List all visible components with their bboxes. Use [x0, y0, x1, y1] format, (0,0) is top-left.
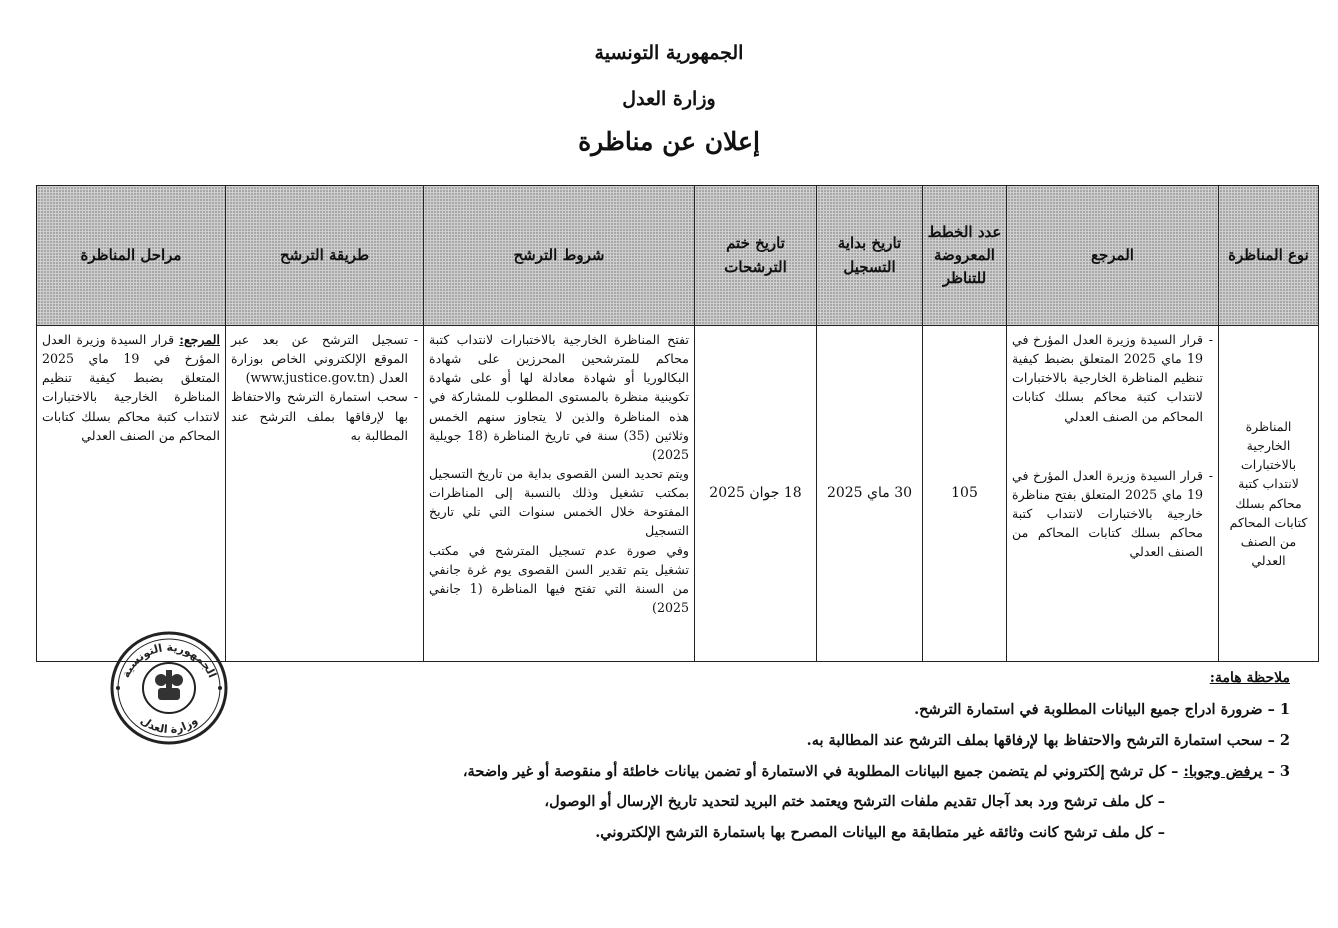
header-registration-start: تاريخ بداية التسجيل: [817, 186, 923, 326]
notes-title: ملاحظة هامة:: [1209, 670, 1290, 686]
note-2-text: سحب استمارة الترشح والاحتفاظ بها لإرفاقها بملف الترشح عند المطالبة به.: [806, 731, 1263, 749]
note-2: [290, 730, 1290, 752]
competition-table: [36, 185, 1319, 662]
type-text: المناظرة الخارجية بالاختبارات لانتداب كتبة محاكم بسلك كتابات المحاكم من الصنف العدلي: [1229, 418, 1308, 568]
header-conditions: شروط الترشح: [424, 186, 695, 326]
method-item-form: - سحب استمارة الترشح والاحتفاظ بها لإرفاقها بملف الترشح عند المطالبة به: [231, 387, 418, 444]
note-3: [290, 761, 1290, 783]
registration-end-date: 18 جوان 2025: [709, 484, 802, 501]
cell-positions: [923, 326, 1007, 662]
note-3-label: يرفض وجوبا:: [1183, 762, 1263, 780]
conditions-paragraph-3: وفي صورة عدم تسجيل المترشح في مكتب تشغيل يتم تقدير السن القصوى يوم غرة جانفي من السنة التي تفتح فيها المناظرة (1 جانفي 2025): [429, 542, 689, 615]
cell-method: [226, 326, 424, 662]
note-1-text: ضرورة ادراج جميع البيانات المطلوبة في استمارة الترشح.: [914, 701, 1263, 718]
reference-item-2: - قرار السيدة وزيرة العدل المؤرخ في 19 ماي 2025 المتعلق بفتح مناظرة خارجية بالاختبارات لانتداب كتبة محاكم بسلك كتابات المحاكم من الصنف العدلي: [1012, 466, 1213, 562]
note-2-number: 2 –: [1267, 731, 1290, 749]
ministry-seal-stamp: [108, 628, 230, 746]
page-title: إعلان عن مناظرة: [578, 127, 760, 156]
cell-stages: [37, 326, 226, 662]
note-1-number: 1 –: [1267, 701, 1290, 718]
reference-item-1: - قرار السيدة وزيرة العدل المؤرخ في 19 ماي 2025 المتعلق بضبط كيفية تنظيم المناظرة الخارجية بالاختبارات لانتداب كتبة محاكم بسلك كتابات المحاكم من الصنف العدلي: [1012, 330, 1213, 426]
note-3-number: 3 –: [1267, 762, 1290, 780]
conditions-paragraph-1: تفتح المناظرة الخارجية بالاختبارات لانتداب كتبة محاكم للمترشحين المحرزين على شهادة البكالوريا أو شهادة معادلة لها أو على شهادة تكوينية منظرة بالمستوى المطلوب للمشاركة في هذه المناظرة والذين لا يتجاوز سنهم الخمس وثلاثين (35) سنة في تاريخ المناظرة (18 جويلية 2025): [429, 332, 689, 462]
header-reference: المرجع: [1007, 186, 1219, 326]
cell-conditions: [424, 326, 695, 662]
ministry-heading: وزارة العدل: [622, 88, 716, 110]
header-type: نوع المناظرة: [1219, 186, 1319, 326]
cell-type: [1219, 326, 1319, 662]
country-heading: الجمهورية التونسية: [594, 42, 744, 64]
header-positions: عدد الخطط المعروضة للتناظر: [923, 186, 1007, 326]
registration-start-date: 30 ماي 2025: [826, 484, 913, 501]
cell-registration-end: [695, 326, 817, 662]
stages-label: المرجع:: [179, 332, 220, 347]
table-header-row: [37, 186, 1319, 326]
table-row: [37, 326, 1319, 662]
important-notes: [290, 668, 1290, 853]
note-3-item-c: – كل ملف ترشح كانت وثائقه غير متطابقة مع البيانات المصرح بها باستمارة الترشح الإلكتروني.: [595, 824, 1165, 841]
header-registration-end: تاريخ ختم الترشحات: [695, 186, 817, 326]
svg-text:الجمهورية التونسية: الجمهورية التونسية: [119, 640, 219, 680]
positions-value: 105: [951, 484, 978, 501]
svg-text:وزارة العدل: وزارة العدل: [138, 713, 200, 737]
method-item-online: - تسجيل الترشح عن بعد عبر الموقع الإلكتروني الخاص بوزارة العدل (www.justice.gov.tn): [231, 330, 418, 387]
note-3-item-a: – كل ترشح إلكتروني لم يتضمن جميع البيانات المطلوبة في الاستمارة أو تضمن بيانات خاطئة أو منقوصة أو غير واضحة،: [462, 762, 1179, 780]
stages-text: قرار السيدة وزيرة العدل المؤرخ في 19 ماي 2025 المتعلق بضبط كيفية تنظيم المناظرة الخارجية بالاختبارات لانتداب كتبة محاكم بسلك كتابات المحاكم من الصنف العدلي: [42, 332, 220, 443]
cell-registration-start: [817, 326, 923, 662]
note-3-item-b: – كل ملف ترشح ورد بعد آجال تقديم ملفات الترشح ويعتمد ختم البريد لتحديد تاريخ الإرسال أو الوصول،: [544, 793, 1165, 811]
header-method: طريقة الترشح: [226, 186, 424, 326]
note-1: [290, 699, 1290, 721]
cell-reference: [1007, 326, 1219, 662]
conditions-paragraph-2: ويتم تحديد السن القصوى بداية من تاريخ التسجيل بمكتب تشغيل وذلك بالنسبة إلى المناظرات المفتوحة خلال الخمس سنوات التي تلي تاريخ التسجيل: [429, 465, 689, 539]
header-stages: مراحل المناظرة: [37, 186, 226, 326]
